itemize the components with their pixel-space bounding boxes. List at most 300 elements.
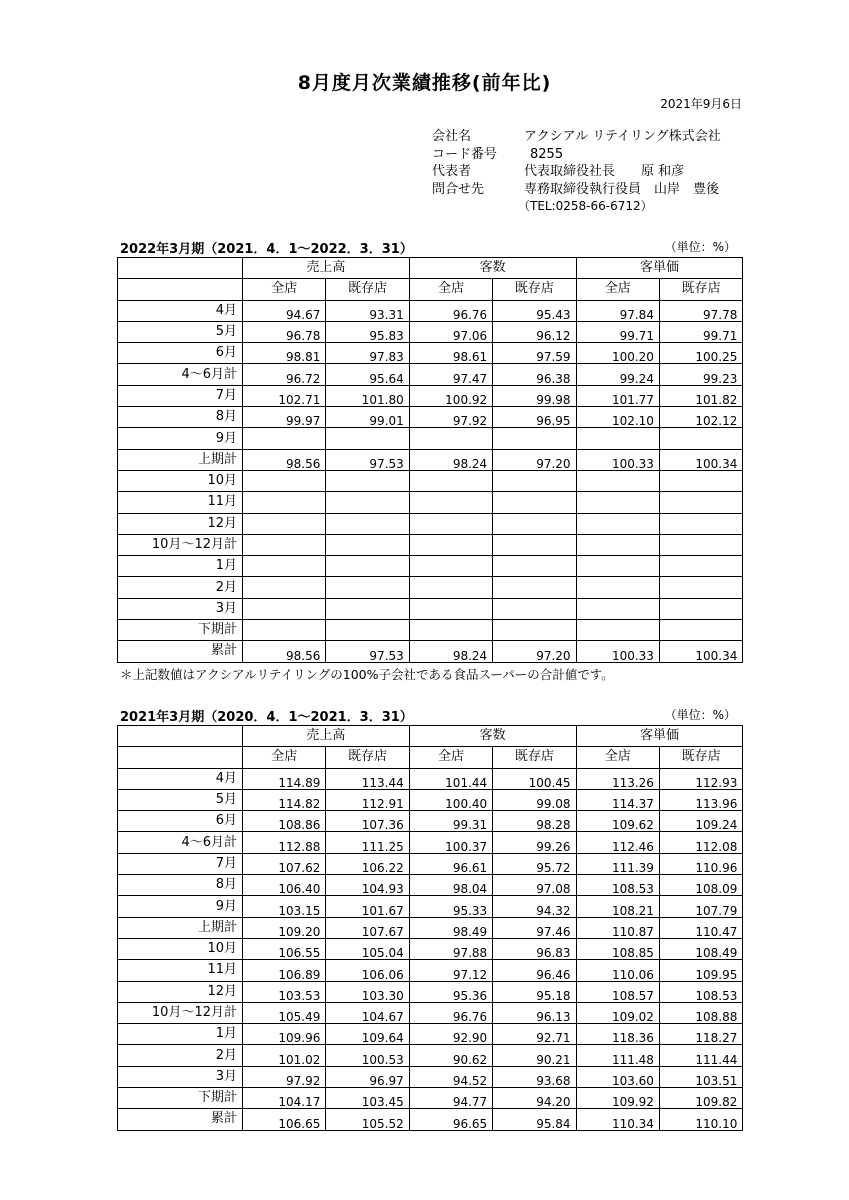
table-row <box>118 1045 743 1066</box>
customers-all-value: 97.12 <box>409 960 492 981</box>
sales-existing-value <box>326 428 409 449</box>
customers-all-value: 98.24 <box>409 641 492 662</box>
sales-all-value: 104.17 <box>243 1088 326 1109</box>
avg-price-existing-value: 101.82 <box>659 385 742 406</box>
avg-price-all-value: 110.06 <box>576 960 659 981</box>
customers-all-value: 97.92 <box>409 407 492 428</box>
table1-body <box>118 258 743 663</box>
sales-existing-value: 105.04 <box>326 938 409 959</box>
row-label: 10月 <box>118 938 243 959</box>
table-row <box>118 449 743 470</box>
sales-existing-value: 112.91 <box>326 789 409 810</box>
table-row <box>118 556 743 577</box>
avg-price-all-value <box>576 598 659 619</box>
avg-price-all-value: 100.33 <box>576 641 659 662</box>
table-row <box>118 938 743 959</box>
avg-price-existing-value: 102.12 <box>659 407 742 428</box>
avg-price-all-value: 110.34 <box>576 1109 659 1130</box>
row-label: 7月 <box>118 385 243 406</box>
table1-header-row-2 <box>118 279 743 300</box>
table-row <box>118 492 743 513</box>
sales-all-value: 109.96 <box>243 1024 326 1045</box>
sales-existing-value: 100.53 <box>326 1045 409 1066</box>
sales-all-value: 109.20 <box>243 917 326 938</box>
row-label: 4～6月計 <box>118 364 243 385</box>
customers-all-value <box>409 492 492 513</box>
avg-price-existing-value: 110.47 <box>659 917 742 938</box>
customers-all-value: 94.52 <box>409 1066 492 1087</box>
row-label: 5月 <box>118 321 243 342</box>
row-label: 6月 <box>118 811 243 832</box>
sales-all-value: 105.49 <box>243 1002 326 1023</box>
avg-price-existing-value: 103.51 <box>659 1066 742 1087</box>
avg-price-all-value <box>576 577 659 598</box>
sales-all-value: 96.72 <box>243 364 326 385</box>
table1-avg-price-header: 客単価 <box>576 258 743 279</box>
customers-all-value: 98.49 <box>409 917 492 938</box>
representative-label: 代表者 <box>432 164 472 179</box>
table-row <box>118 1024 743 1045</box>
customers-all-value <box>409 598 492 619</box>
table1-avg-price-existing-header: 既存店 <box>659 279 742 300</box>
sales-existing-value: 93.31 <box>326 300 409 321</box>
customers-all-value: 96.61 <box>409 853 492 874</box>
sales-all-value: 106.89 <box>243 960 326 981</box>
document-title: 8月度月次業績推移(前年比) <box>297 72 552 94</box>
performance-table-fy2021 <box>117 725 743 1131</box>
customers-all-value <box>409 577 492 598</box>
table-row <box>118 620 743 641</box>
customers-existing-value: 96.83 <box>493 938 576 959</box>
table-row <box>118 1109 743 1130</box>
customers-existing-value: 94.32 <box>493 896 576 917</box>
avg-price-existing-value: 108.88 <box>659 1002 742 1023</box>
customers-existing-value: 96.13 <box>493 1002 576 1023</box>
sales-all-value: 103.15 <box>243 896 326 917</box>
row-label: 下期計 <box>118 1088 243 1109</box>
table1-sales-header: 売上高 <box>243 258 410 279</box>
avg-price-existing-value: 109.82 <box>659 1088 742 1109</box>
sales-all-value <box>243 428 326 449</box>
avg-price-all-value: 101.77 <box>576 385 659 406</box>
customers-existing-value: 96.46 <box>493 960 576 981</box>
customers-existing-value <box>493 513 576 534</box>
avg-price-all-value: 111.48 <box>576 1045 659 1066</box>
row-label: 累計 <box>118 1109 243 1130</box>
avg-price-existing-value: 100.34 <box>659 449 742 470</box>
avg-price-existing-value <box>659 492 742 513</box>
customers-existing-value: 99.98 <box>493 385 576 406</box>
sales-existing-value: 103.30 <box>326 981 409 1002</box>
row-label: 6月 <box>118 343 243 364</box>
customers-all-value <box>409 428 492 449</box>
sales-existing-value <box>326 492 409 513</box>
table2-sales-header: 売上高 <box>243 726 410 747</box>
avg-price-all-value: 99.24 <box>576 364 659 385</box>
table1-corner-cell-2 <box>118 279 243 300</box>
row-label: 10月～12月計 <box>118 1002 243 1023</box>
row-label: 下期計 <box>118 620 243 641</box>
table-row <box>118 598 743 619</box>
sales-all-value <box>243 577 326 598</box>
sales-all-value: 94.67 <box>243 300 326 321</box>
sales-existing-value: 103.45 <box>326 1088 409 1109</box>
sales-existing-value: 106.06 <box>326 960 409 981</box>
customers-all-value <box>409 513 492 534</box>
avg-price-existing-value: 111.44 <box>659 1045 742 1066</box>
table-row <box>118 1002 743 1023</box>
sales-all-value: 102.71 <box>243 385 326 406</box>
customers-existing-value <box>493 492 576 513</box>
table1-customers-header: 客数 <box>409 258 576 279</box>
customers-existing-value <box>493 470 576 491</box>
avg-price-existing-value: 112.08 <box>659 832 742 853</box>
customers-all-value: 96.65 <box>409 1109 492 1130</box>
avg-price-existing-value: 108.49 <box>659 938 742 959</box>
row-label: 7月 <box>118 853 243 874</box>
customers-all-value: 97.06 <box>409 321 492 342</box>
customers-existing-value: 97.20 <box>493 641 576 662</box>
table2-sales-all-header: 全店 <box>243 747 326 768</box>
row-label: 9月 <box>118 896 243 917</box>
avg-price-existing-value <box>659 428 742 449</box>
table-row <box>118 875 743 896</box>
customers-existing-value <box>493 620 576 641</box>
table2-unit: （単位：%） <box>664 708 736 722</box>
avg-price-existing-value <box>659 470 742 491</box>
sales-existing-value <box>326 556 409 577</box>
sales-all-value: 106.40 <box>243 875 326 896</box>
avg-price-all-value <box>576 620 659 641</box>
customers-existing-value: 95.84 <box>493 1109 576 1130</box>
sales-existing-value <box>326 513 409 534</box>
table-row <box>118 343 743 364</box>
avg-price-existing-value: 113.96 <box>659 789 742 810</box>
table2-avg-price-all-header: 全店 <box>576 747 659 768</box>
row-label: 11月 <box>118 492 243 513</box>
table1-sales-existing-header: 既存店 <box>326 279 409 300</box>
avg-price-all-value: 109.02 <box>576 1002 659 1023</box>
row-label: 上期計 <box>118 449 243 470</box>
company-code-row <box>432 146 721 164</box>
sales-all-value: 112.88 <box>243 832 326 853</box>
customers-all-value <box>409 534 492 555</box>
table-row <box>118 428 743 449</box>
avg-price-all-value: 118.36 <box>576 1024 659 1045</box>
avg-price-all-value: 112.46 <box>576 832 659 853</box>
sales-existing-value: 97.53 <box>326 449 409 470</box>
customers-existing-value: 97.59 <box>493 343 576 364</box>
avg-price-all-value: 108.85 <box>576 938 659 959</box>
avg-price-existing-value: 108.53 <box>659 981 742 1002</box>
table2-corner-cell <box>118 726 243 747</box>
customers-all-value: 98.24 <box>409 449 492 470</box>
avg-price-existing-value <box>659 556 742 577</box>
sales-existing-value <box>326 534 409 555</box>
sales-all-value: 108.86 <box>243 811 326 832</box>
contact-label: 問合せ先 <box>432 181 485 197</box>
sales-existing-value <box>326 598 409 619</box>
table1-sales-all-header: 全店 <box>243 279 326 300</box>
sales-existing-value: 104.67 <box>326 1002 409 1023</box>
row-label: 4月 <box>118 768 243 789</box>
table2-period: 2021年3月期（2020．4．1～2021．3．31） <box>120 710 413 725</box>
avg-price-all-value <box>576 492 659 513</box>
avg-price-existing-value: 107.79 <box>659 896 742 917</box>
avg-price-all-value: 102.10 <box>576 407 659 428</box>
avg-price-existing-value: 100.25 <box>659 343 742 364</box>
customers-existing-value: 100.45 <box>493 768 576 789</box>
table2-customers-all-header: 全店 <box>409 747 492 768</box>
avg-price-all-value: 108.21 <box>576 896 659 917</box>
avg-price-all-value: 113.26 <box>576 768 659 789</box>
customers-all-value: 90.62 <box>409 1045 492 1066</box>
sales-existing-value: 97.53 <box>326 641 409 662</box>
customers-existing-value: 97.46 <box>493 917 576 938</box>
avg-price-all-value <box>576 470 659 491</box>
sales-existing-value: 104.93 <box>326 875 409 896</box>
row-label: 1月 <box>118 1024 243 1045</box>
table-row <box>118 470 743 491</box>
customers-all-value <box>409 620 492 641</box>
customers-all-value: 100.40 <box>409 789 492 810</box>
table-row <box>118 534 743 555</box>
sales-all-value: 97.92 <box>243 1066 326 1087</box>
avg-price-all-value <box>576 513 659 534</box>
sales-all-value: 106.65 <box>243 1109 326 1130</box>
avg-price-all-value: 111.39 <box>576 853 659 874</box>
customers-all-value: 100.37 <box>409 832 492 853</box>
avg-price-all-value: 109.92 <box>576 1088 659 1109</box>
row-label: 5月 <box>118 789 243 810</box>
table-row <box>118 917 743 938</box>
sales-all-value <box>243 556 326 577</box>
customers-existing-value: 96.95 <box>493 407 576 428</box>
avg-price-existing-value <box>659 577 742 598</box>
table1-period: 2022年3月期（2021．4．1～2022．3．31） <box>120 242 413 257</box>
row-label: 8月 <box>118 407 243 428</box>
sales-all-value <box>243 492 326 513</box>
avg-price-existing-value <box>659 534 742 555</box>
customers-all-value: 92.90 <box>409 1024 492 1045</box>
contact-row <box>432 181 721 199</box>
customers-all-value <box>409 470 492 491</box>
row-label: 累計 <box>118 641 243 662</box>
customers-existing-value: 90.21 <box>493 1045 576 1066</box>
sales-all-value: 99.97 <box>243 407 326 428</box>
customers-all-value: 96.76 <box>409 1002 492 1023</box>
sales-all-value <box>243 620 326 641</box>
avg-price-existing-value: 110.96 <box>659 853 742 874</box>
customers-existing-value: 95.18 <box>493 981 576 1002</box>
sales-all-value <box>243 470 326 491</box>
customers-all-value: 96.76 <box>409 300 492 321</box>
customers-all-value: 97.88 <box>409 938 492 959</box>
sales-all-value: 98.56 <box>243 449 326 470</box>
customers-existing-value: 99.08 <box>493 789 576 810</box>
avg-price-all-value <box>576 556 659 577</box>
customers-all-value <box>409 556 492 577</box>
sales-existing-value: 99.01 <box>326 407 409 428</box>
customers-existing-value: 96.12 <box>493 321 576 342</box>
table-row <box>118 641 743 662</box>
sales-all-value <box>243 534 326 555</box>
table-row <box>118 364 743 385</box>
table2-avg-price-existing-header: 既存店 <box>659 747 742 768</box>
sales-existing-value: 95.64 <box>326 364 409 385</box>
avg-price-all-value: 109.62 <box>576 811 659 832</box>
avg-price-all-value <box>576 428 659 449</box>
table1-avg-price-all-header: 全店 <box>576 279 659 300</box>
row-label: 3月 <box>118 1066 243 1087</box>
customers-existing-value <box>493 598 576 619</box>
sales-existing-value: 113.44 <box>326 768 409 789</box>
company-info <box>432 128 721 216</box>
avg-price-existing-value: 108.09 <box>659 875 742 896</box>
contact-person: 専務取締役執行役員 山岸 豊後 <box>524 181 720 197</box>
sales-all-value: 98.81 <box>243 343 326 364</box>
avg-price-all-value: 114.37 <box>576 789 659 810</box>
avg-price-existing-value: 112.93 <box>659 768 742 789</box>
table2-header-row-2 <box>118 747 743 768</box>
representative-row <box>432 163 721 181</box>
avg-price-existing-value: 109.95 <box>659 960 742 981</box>
avg-price-existing-value <box>659 620 742 641</box>
table-row <box>118 768 743 789</box>
customers-existing-value: 99.26 <box>493 832 576 853</box>
customers-existing-value: 93.68 <box>493 1066 576 1087</box>
avg-price-existing-value: 118.27 <box>659 1024 742 1045</box>
table2-customers-existing-header: 既存店 <box>493 747 576 768</box>
sales-all-value: 103.53 <box>243 981 326 1002</box>
table-row <box>118 1066 743 1087</box>
row-label: 4～6月計 <box>118 832 243 853</box>
table2-header-row-1 <box>118 726 743 747</box>
performance-table-fy2022 <box>117 257 743 663</box>
customers-existing-value: 97.20 <box>493 449 576 470</box>
sales-existing-value: 101.67 <box>326 896 409 917</box>
customers-all-value: 100.92 <box>409 385 492 406</box>
sales-all-value: 107.62 <box>243 853 326 874</box>
sales-existing-value: 106.22 <box>326 853 409 874</box>
row-label: 10月 <box>118 470 243 491</box>
table1-customers-all-header: 全店 <box>409 279 492 300</box>
sales-existing-value <box>326 577 409 598</box>
table1-corner-cell <box>118 258 243 279</box>
sales-all-value: 101.02 <box>243 1045 326 1066</box>
sales-existing-value: 96.97 <box>326 1066 409 1087</box>
row-label: 1月 <box>118 556 243 577</box>
avg-price-all-value: 100.20 <box>576 343 659 364</box>
company-name: アクシアル リテイリング株式会社 <box>524 129 721 144</box>
customers-existing-value: 97.08 <box>493 875 576 896</box>
customers-all-value: 97.47 <box>409 364 492 385</box>
avg-price-existing-value: 110.10 <box>659 1109 742 1130</box>
table-row <box>118 385 743 406</box>
customers-all-value: 95.36 <box>409 981 492 1002</box>
sales-existing-value <box>326 470 409 491</box>
sales-existing-value: 107.36 <box>326 811 409 832</box>
customers-existing-value <box>493 534 576 555</box>
row-label: 12月 <box>118 513 243 534</box>
sales-existing-value <box>326 620 409 641</box>
customers-all-value: 98.61 <box>409 343 492 364</box>
row-label: 上期計 <box>118 917 243 938</box>
footnote: ＊上記数値はアクシアルリテイリングの100%子会社である食品スーパーの合計値です。 <box>120 667 614 682</box>
sales-existing-value: 107.67 <box>326 917 409 938</box>
sales-existing-value: 101.80 <box>326 385 409 406</box>
avg-price-existing-value: 100.34 <box>659 641 742 662</box>
avg-price-all-value: 110.87 <box>576 917 659 938</box>
avg-price-existing-value <box>659 598 742 619</box>
customers-all-value: 94.77 <box>409 1088 492 1109</box>
customers-existing-value: 94.20 <box>493 1088 576 1109</box>
avg-price-all-value: 99.71 <box>576 321 659 342</box>
table-row <box>118 789 743 810</box>
table-row <box>118 300 743 321</box>
table1-customers-existing-header: 既存店 <box>493 279 576 300</box>
sales-existing-value: 105.52 <box>326 1109 409 1130</box>
avg-price-existing-value: 97.78 <box>659 300 742 321</box>
table2-avg-price-header: 客単価 <box>576 726 743 747</box>
sales-existing-value: 109.64 <box>326 1024 409 1045</box>
sales-existing-value: 111.25 <box>326 832 409 853</box>
table-row <box>118 811 743 832</box>
contact-tel: （TEL:0258-66-6712） <box>518 199 653 213</box>
customers-all-value: 98.04 <box>409 875 492 896</box>
row-label: 10月～12月計 <box>118 534 243 555</box>
row-label: 11月 <box>118 960 243 981</box>
sales-all-value: 98.56 <box>243 641 326 662</box>
row-label: 2月 <box>118 577 243 598</box>
table-row <box>118 896 743 917</box>
table-row <box>118 321 743 342</box>
avg-price-all-value: 97.84 <box>576 300 659 321</box>
sales-existing-value: 97.83 <box>326 343 409 364</box>
avg-price-all-value <box>576 534 659 555</box>
table2-body <box>118 726 743 1131</box>
avg-price-existing-value: 109.24 <box>659 811 742 832</box>
sales-all-value: 114.89 <box>243 768 326 789</box>
customers-all-value: 95.33 <box>409 896 492 917</box>
avg-price-all-value: 100.33 <box>576 449 659 470</box>
customers-existing-value: 92.71 <box>493 1024 576 1045</box>
row-label: 8月 <box>118 875 243 896</box>
avg-price-all-value: 103.60 <box>576 1066 659 1087</box>
table2-customers-header: 客数 <box>409 726 576 747</box>
table-row <box>118 960 743 981</box>
table1-header-row-1 <box>118 258 743 279</box>
row-label: 12月 <box>118 981 243 1002</box>
table-row <box>118 577 743 598</box>
report-date: 2021年9月6日 <box>660 97 742 111</box>
row-label: 3月 <box>118 598 243 619</box>
customers-existing-value: 95.43 <box>493 300 576 321</box>
avg-price-existing-value: 99.71 <box>659 321 742 342</box>
representative: 代表取締役社長 原 和彦 <box>524 164 685 179</box>
table-row <box>118 981 743 1002</box>
company-code-label: コード番号 <box>432 146 498 162</box>
sales-all-value <box>243 513 326 534</box>
company-name-label: 会社名 <box>432 129 472 144</box>
table2-corner-cell-2 <box>118 747 243 768</box>
customers-all-value: 99.31 <box>409 811 492 832</box>
sales-existing-value: 95.83 <box>326 321 409 342</box>
company-name-row <box>432 128 721 146</box>
customers-existing-value <box>493 577 576 598</box>
table-row <box>118 407 743 428</box>
customers-existing-value <box>493 428 576 449</box>
